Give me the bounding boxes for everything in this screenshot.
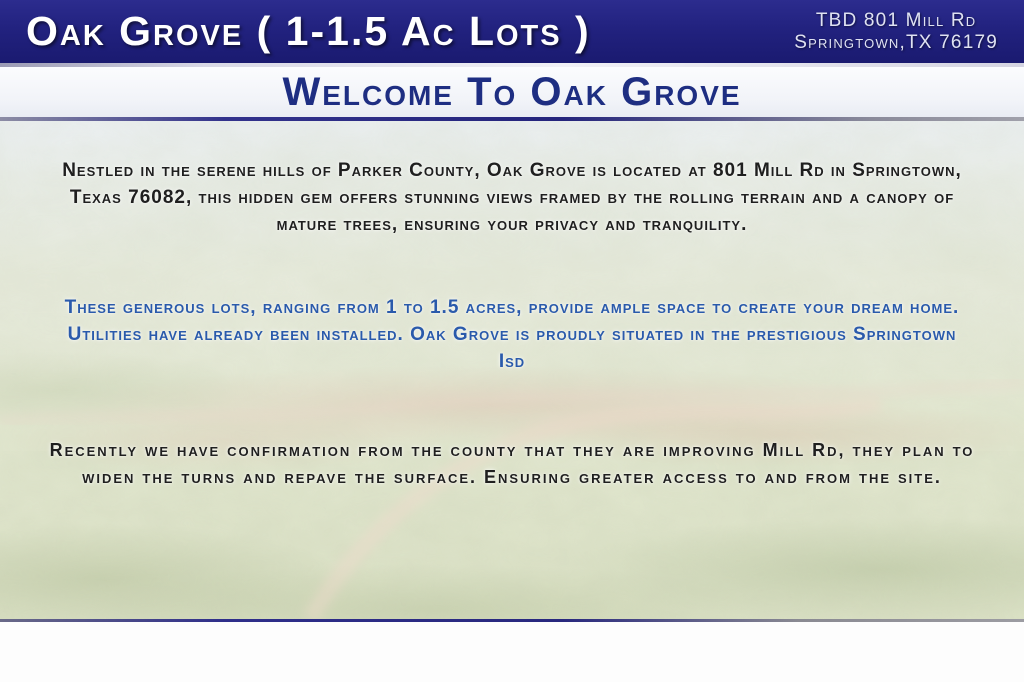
footer-strip [0, 622, 1024, 682]
intro-paragraph: Nestled in the serene hills of Parker County, Oak Grove is located at 801 Mill Rd in Springtown, Texas 76082, this hidden gem offers stunning views framed by the rolling terrain and a canopy of mature trees, ensuring your privacy and tranquility. [62, 160, 962, 235]
header-bar [0, 0, 1024, 63]
road-update-paragraph: Recently we have confirmation from the county that they are improving Mill Rd, they plan to widen the turns and repave the surface. Ensuring greater access to and from the site. [49, 440, 975, 487]
address-line-1: TBD 801 Mill Rd [815, 9, 977, 31]
photo-text-overlay [0, 121, 1024, 619]
welcome-title: Welcome To Oak Grove [282, 69, 742, 114]
lots-paragraph: These generous lots, ranging from 1 to 1.5 acres, provide ample space to create your dream home. Utilities have already been installed. Oak Grove is proudly situated in the prestigious Springtown Isd [64, 297, 960, 372]
address-line-2: Springtown,TX 76179 [794, 31, 998, 53]
property-address [794, 10, 998, 54]
welcome-banner [0, 67, 1024, 117]
aerial-photo [0, 121, 1024, 619]
property-title: Oak Grove ( 1-1.5 Ac Lots ) [26, 8, 591, 54]
